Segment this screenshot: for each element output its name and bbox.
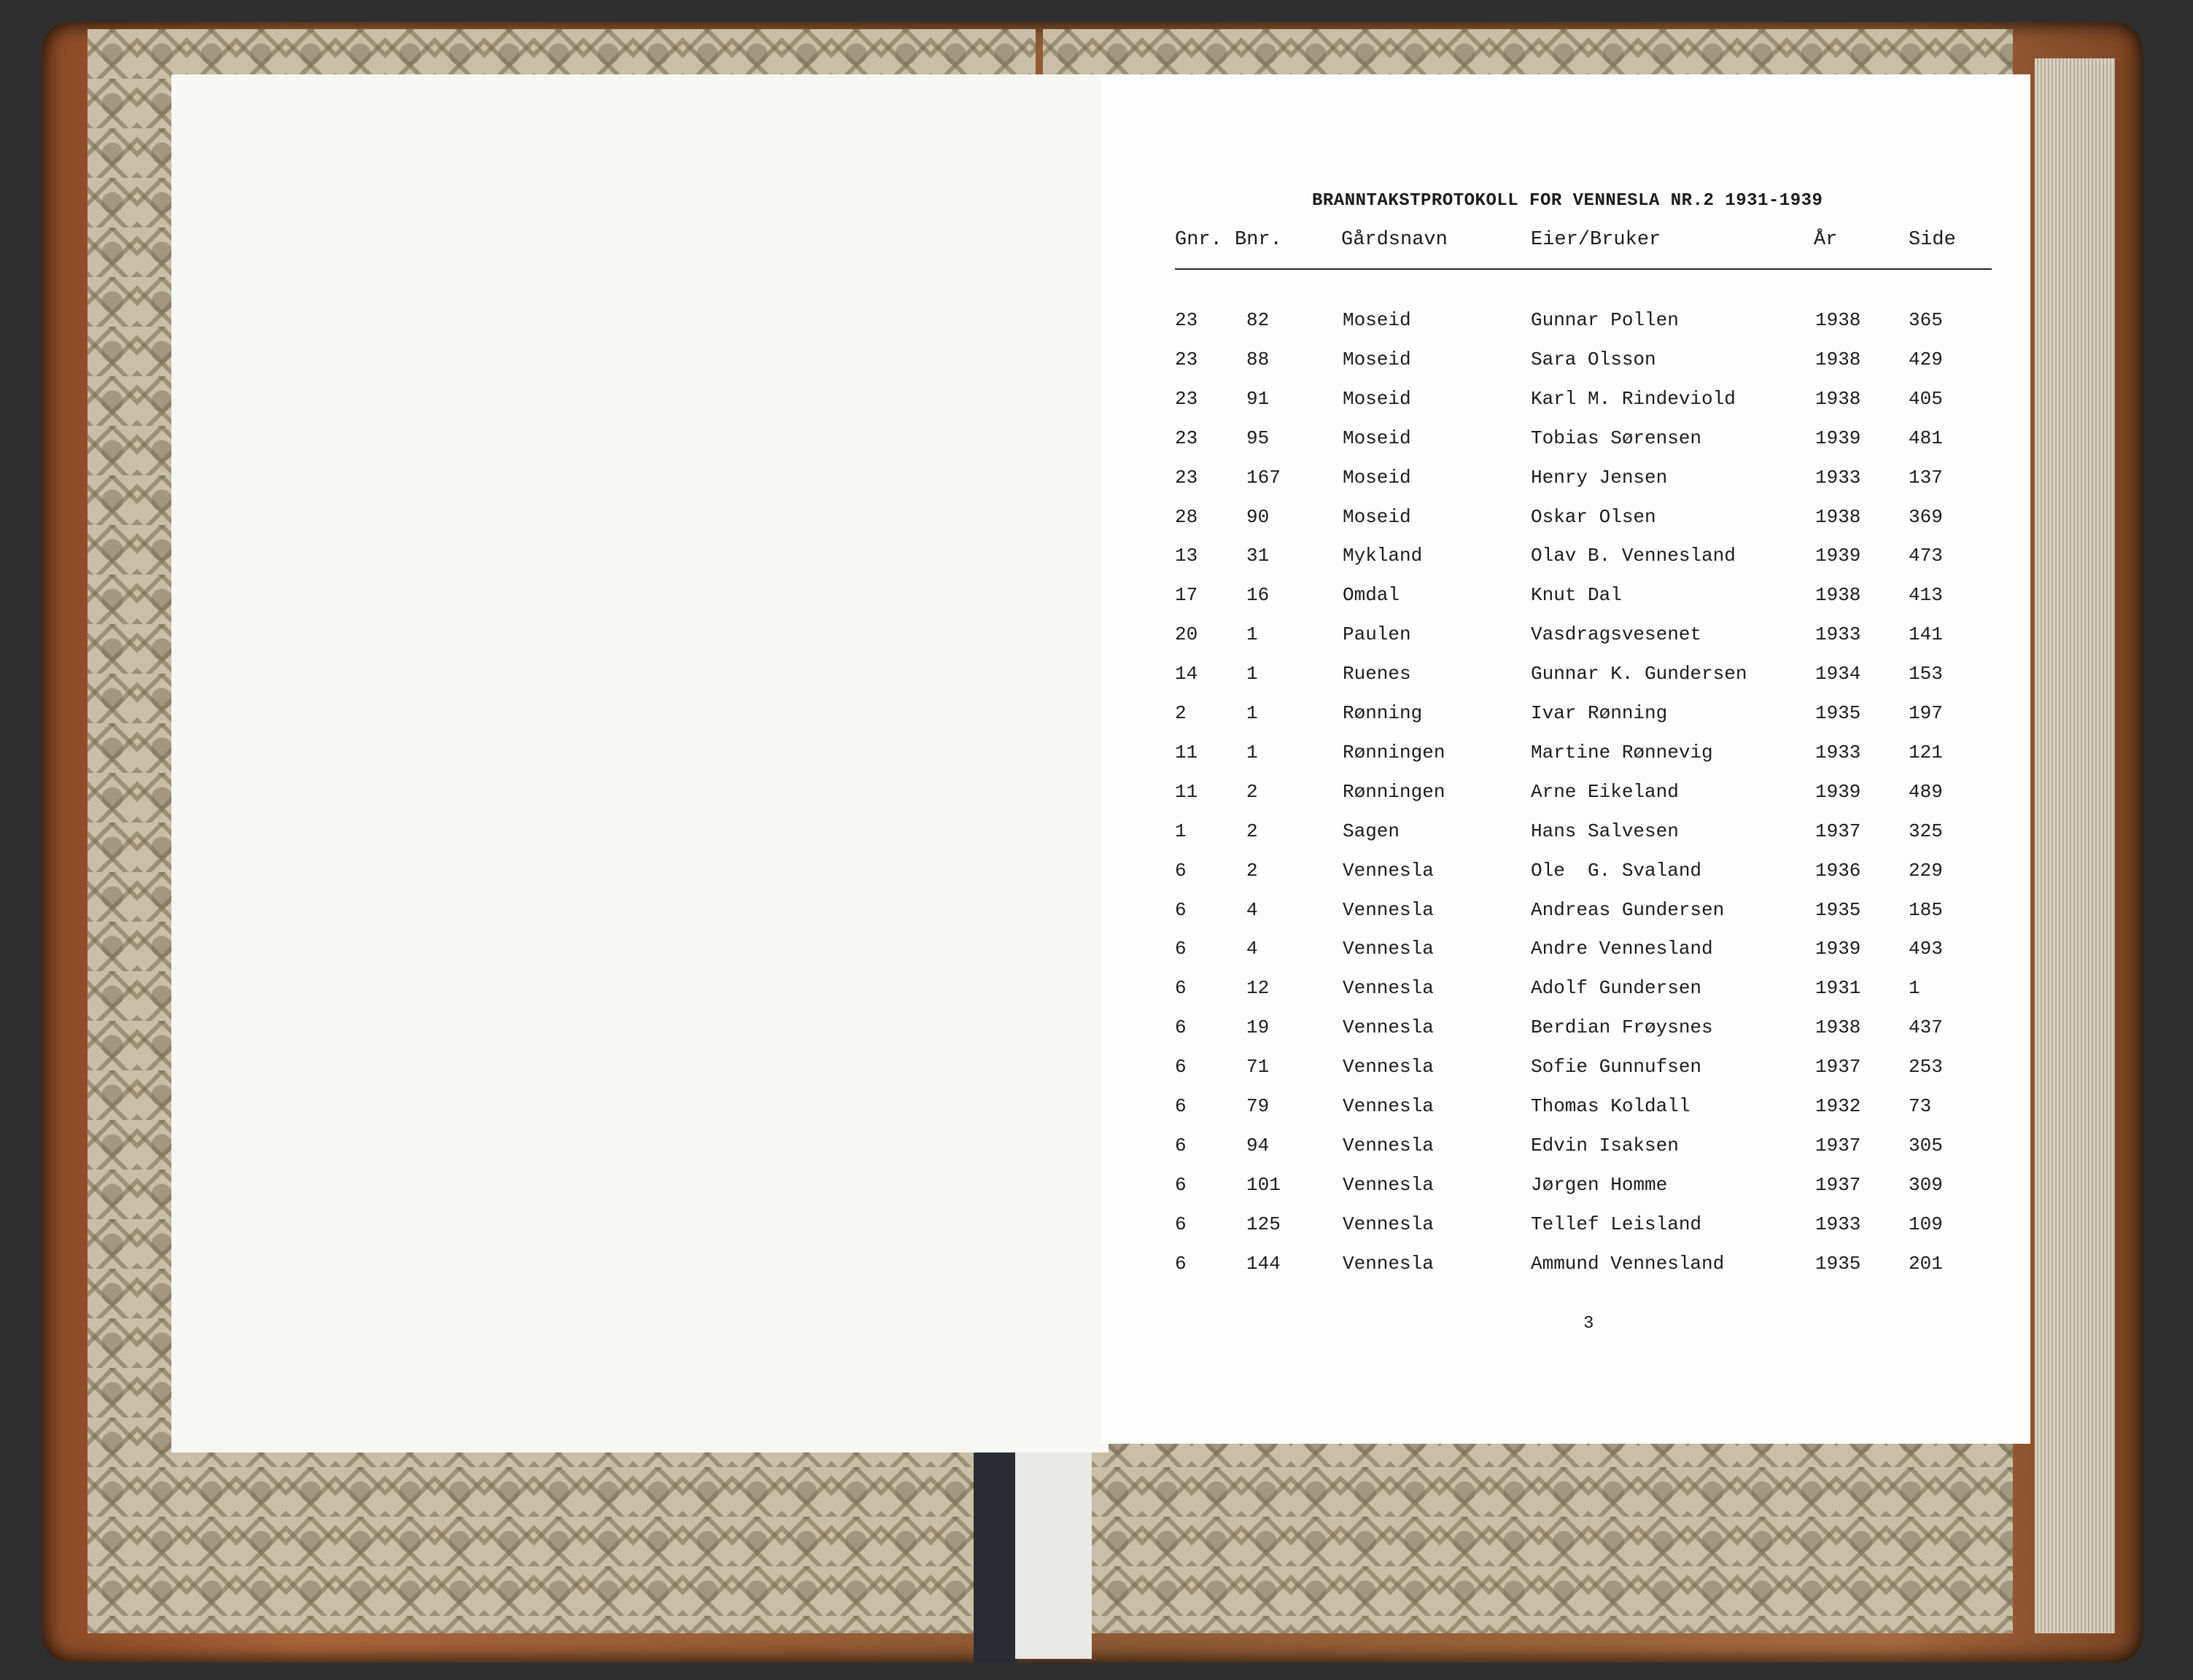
header-rule [1175, 268, 1992, 270]
cell-ar: 1937 [1815, 1056, 1861, 1078]
cell-bnr: 2 [1246, 780, 1258, 803]
cell-eier: Knut Dal [1531, 584, 1622, 607]
table-row [1101, 427, 2030, 456]
cell-gardsnavn: Vennesla [1343, 1056, 1434, 1078]
cell-bnr: 1 [1246, 702, 1258, 724]
cell-bnr: 12 [1246, 977, 1270, 1000]
table-row [1101, 1174, 2030, 1203]
cell-eier: Arne Eikeland [1531, 780, 1679, 803]
cell-gardsnavn: Moseid [1343, 387, 1411, 410]
cell-eier: Adolf Gundersen [1531, 977, 1702, 1000]
cell-bnr: 91 [1246, 387, 1270, 410]
cell-gardsnavn: Moseid [1343, 505, 1411, 528]
cell-eier: Sofie Gunnufsen [1531, 1056, 1702, 1078]
cell-bnr: 88 [1246, 348, 1270, 370]
cell-bnr: 16 [1246, 584, 1270, 607]
cell-eier: Ammund Vennesland [1531, 1252, 1725, 1275]
table-row [1101, 1056, 2030, 1085]
cell-side: 229 [1909, 859, 1943, 882]
cell-eier: Ole G. Svaland [1531, 859, 1702, 882]
cell-bnr: 125 [1246, 1213, 1281, 1235]
right-sheet [1101, 74, 2030, 1444]
cell-ar: 1937 [1815, 820, 1861, 842]
cell-gardsnavn: Sagen [1343, 820, 1400, 842]
bleed-through-text [171, 74, 1109, 1452]
cell-gardsnavn: Vennesla [1343, 1173, 1434, 1196]
spine-binding [974, 1444, 1017, 1662]
cell-ar: 1933 [1815, 623, 1861, 646]
cell-gardsnavn: Vennesla [1343, 938, 1434, 960]
cell-gnr: 6 [1175, 977, 1187, 1000]
table-row [1101, 1253, 2030, 1282]
table-row [1101, 663, 2030, 692]
cell-gnr: 6 [1175, 1095, 1187, 1117]
cell-side: 197 [1909, 702, 1943, 724]
left-sheet [171, 74, 1109, 1452]
cell-gnr: 6 [1175, 938, 1187, 960]
header-gnr: Gnr. [1175, 229, 1222, 251]
cell-eier: Olav B. Vennesland [1531, 545, 1736, 567]
cell-gardsnavn: Omdal [1343, 584, 1400, 607]
cell-bnr: 71 [1246, 1056, 1270, 1078]
cell-side: 109 [1909, 1213, 1943, 1235]
cell-gardsnavn: Moseid [1343, 309, 1411, 331]
cell-bnr: 4 [1246, 898, 1258, 921]
cell-gardsnavn: Vennesla [1343, 1134, 1434, 1156]
cell-eier: Andre Vennesland [1531, 938, 1713, 960]
cell-gnr: 23 [1175, 348, 1198, 370]
cell-side: 369 [1909, 505, 1943, 528]
cell-side: 185 [1909, 898, 1943, 921]
spine-tape [1015, 1447, 1092, 1659]
cell-gardsnavn: Vennesla [1343, 1095, 1434, 1117]
table-row [1101, 467, 2030, 496]
page-title: BRANNTAKSTPROTOKOLL FOR VENNESLA NR.2 1931-1939 [1312, 191, 1823, 211]
table-row [1101, 1095, 2030, 1124]
cell-side: 201 [1909, 1252, 1943, 1275]
cell-eier: Ivar Rønning [1531, 702, 1668, 724]
cell-side: 405 [1909, 387, 1943, 410]
cell-gardsnavn: Vennesla [1343, 1213, 1434, 1235]
cell-side: 121 [1909, 741, 1943, 763]
cell-bnr: 2 [1246, 859, 1258, 882]
cell-gnr: 13 [1175, 545, 1198, 567]
cell-gnr: 1 [1175, 820, 1187, 842]
table-row [1101, 388, 2030, 417]
cell-eier: Hans Salvesen [1531, 820, 1679, 842]
cell-gardsnavn: Rønning [1343, 702, 1423, 724]
header-gardsnavn: Gårdsnavn [1341, 229, 1448, 251]
cell-side: 365 [1909, 309, 1943, 331]
cell-gnr: 14 [1175, 663, 1198, 685]
cell-gnr: 28 [1175, 505, 1198, 528]
cell-side: 1 [1909, 977, 1920, 1000]
cell-bnr: 95 [1246, 427, 1270, 449]
cell-ar: 1934 [1815, 663, 1861, 685]
table-row [1101, 623, 2030, 653]
cell-eier: Berdian Frøysnes [1531, 1016, 1713, 1039]
cell-bnr: 94 [1246, 1134, 1270, 1156]
table-row [1101, 742, 2030, 771]
cell-eier: Oskar Olsen [1531, 505, 1656, 528]
cell-gardsnavn: Vennesla [1343, 1016, 1434, 1039]
cell-ar: 1935 [1815, 702, 1861, 724]
cell-gardsnavn: Rønningen [1343, 780, 1445, 803]
table-row [1101, 820, 2030, 849]
cell-gardsnavn: Moseid [1343, 427, 1411, 449]
cell-bnr: 31 [1246, 545, 1270, 567]
cell-gnr: 17 [1175, 584, 1198, 607]
cell-ar: 1932 [1815, 1095, 1861, 1117]
cell-gnr: 6 [1175, 1173, 1187, 1196]
table-row [1101, 506, 2030, 535]
cell-side: 473 [1909, 545, 1943, 567]
cell-side: 253 [1909, 1056, 1943, 1078]
cell-gnr: 6 [1175, 1134, 1187, 1156]
cell-gardsnavn: Ruenes [1343, 663, 1411, 685]
cell-gardsnavn: Vennesla [1343, 898, 1434, 921]
table-row [1101, 309, 2030, 338]
cell-eier: Thomas Koldall [1531, 1095, 1691, 1117]
cell-bnr: 2 [1246, 820, 1258, 842]
table-row [1101, 1135, 2030, 1164]
cell-ar: 1938 [1815, 505, 1861, 528]
header-side: Side [1909, 229, 1956, 251]
cell-ar: 1937 [1815, 1173, 1861, 1196]
cell-side: 305 [1909, 1134, 1943, 1156]
cell-eier: Sara Olsson [1531, 348, 1656, 370]
cell-side: 481 [1909, 427, 1943, 449]
cell-eier: Edvin Isaksen [1531, 1134, 1679, 1156]
cell-side: 493 [1909, 938, 1943, 960]
cell-gardsnavn: Moseid [1343, 348, 1411, 370]
page-number: 3 [1583, 1314, 1594, 1334]
cell-gnr: 23 [1175, 427, 1198, 449]
cell-eier: Andreas Gundersen [1531, 898, 1725, 921]
cell-ar: 1938 [1815, 584, 1861, 607]
cell-ar: 1938 [1815, 1016, 1861, 1039]
cell-ar: 1939 [1815, 427, 1861, 449]
cell-eier: Karl M. Rindeviold [1531, 387, 1736, 410]
table-row [1101, 545, 2030, 574]
cell-ar: 1931 [1815, 977, 1861, 1000]
cell-bnr: 79 [1246, 1095, 1270, 1117]
cell-gnr: 2 [1175, 702, 1187, 724]
cell-ar: 1938 [1815, 348, 1861, 370]
cell-side: 137 [1909, 466, 1943, 489]
cell-eier: Vasdragsvesenet [1531, 623, 1702, 646]
cell-ar: 1938 [1815, 387, 1861, 410]
cell-gardsnavn: Rønningen [1343, 741, 1445, 763]
cell-gnr: 11 [1175, 741, 1198, 763]
cell-gnr: 6 [1175, 1213, 1187, 1235]
cell-gardsnavn: Vennesla [1343, 859, 1434, 882]
cell-bnr: 4 [1246, 938, 1258, 960]
cell-bnr: 1 [1246, 663, 1258, 685]
cell-ar: 1933 [1815, 741, 1861, 763]
page-edges [2035, 58, 2115, 1633]
cell-eier: Gunnar Pollen [1531, 309, 1679, 331]
cell-eier: Jørgen Homme [1531, 1173, 1668, 1196]
cell-ar: 1936 [1815, 859, 1861, 882]
cell-side: 153 [1909, 663, 1943, 685]
cell-bnr: 82 [1246, 309, 1270, 331]
table-row [1101, 349, 2030, 378]
table-row [1101, 584, 2030, 613]
cell-eier: Henry Jensen [1531, 466, 1668, 489]
cell-side: 73 [1909, 1095, 1932, 1117]
cell-gardsnavn: Mykland [1343, 545, 1423, 567]
cell-gnr: 23 [1175, 309, 1198, 331]
cell-ar: 1935 [1815, 898, 1861, 921]
cell-gnr: 6 [1175, 898, 1187, 921]
cell-gnr: 6 [1175, 1252, 1187, 1275]
cell-gardsnavn: Vennesla [1343, 977, 1434, 1000]
cell-gnr: 6 [1175, 1016, 1187, 1039]
cell-bnr: 101 [1246, 1173, 1281, 1196]
cell-gnr: 6 [1175, 859, 1187, 882]
header-eier-bruker: Eier/Bruker [1531, 229, 1661, 251]
cell-side: 429 [1909, 348, 1943, 370]
cell-ar: 1938 [1815, 309, 1861, 331]
cell-ar: 1933 [1815, 466, 1861, 489]
cell-bnr: 1 [1246, 623, 1258, 646]
cell-ar: 1935 [1815, 1252, 1861, 1275]
cell-ar: 1933 [1815, 1213, 1861, 1235]
cell-bnr: 144 [1246, 1252, 1281, 1275]
cell-side: 413 [1909, 584, 1943, 607]
cell-gnr: 23 [1175, 387, 1198, 410]
cell-ar: 1937 [1815, 1134, 1861, 1156]
table-row [1101, 702, 2030, 731]
header-bnr: Bnr. [1235, 229, 1282, 251]
table-row [1101, 977, 2030, 1006]
table-row [1101, 781, 2030, 810]
table-row [1101, 860, 2030, 889]
cell-side: 309 [1909, 1173, 1943, 1196]
cell-side: 325 [1909, 820, 1943, 842]
cell-gnr: 20 [1175, 623, 1198, 646]
cell-gardsnavn: Vennesla [1343, 1252, 1434, 1275]
cell-eier: Tobias Sørensen [1531, 427, 1702, 449]
table-row [1101, 1016, 2030, 1046]
header-ar: År [1814, 229, 1838, 251]
cell-ar: 1939 [1815, 938, 1861, 960]
cell-side: 437 [1909, 1016, 1943, 1039]
table-row [1101, 1213, 2030, 1242]
cell-bnr: 90 [1246, 505, 1270, 528]
cell-gnr: 6 [1175, 1056, 1187, 1078]
table-row [1101, 938, 2030, 967]
cell-bnr: 1 [1246, 741, 1258, 763]
cell-ar: 1939 [1815, 545, 1861, 567]
cell-bnr: 19 [1246, 1016, 1270, 1039]
cell-gardsnavn: Moseid [1343, 466, 1411, 489]
cell-gnr: 23 [1175, 466, 1198, 489]
cell-side: 489 [1909, 780, 1943, 803]
cell-ar: 1939 [1815, 780, 1861, 803]
cell-bnr: 167 [1246, 466, 1281, 489]
cell-eier: Gunnar K. Gundersen [1531, 663, 1747, 685]
cell-side: 141 [1909, 623, 1943, 646]
table-row [1101, 899, 2030, 928]
cell-gnr: 11 [1175, 780, 1198, 803]
cell-gardsnavn: Paulen [1343, 623, 1411, 646]
cell-eier: Tellef Leisland [1531, 1213, 1702, 1235]
cell-eier: Martine Rønnevig [1531, 741, 1713, 763]
